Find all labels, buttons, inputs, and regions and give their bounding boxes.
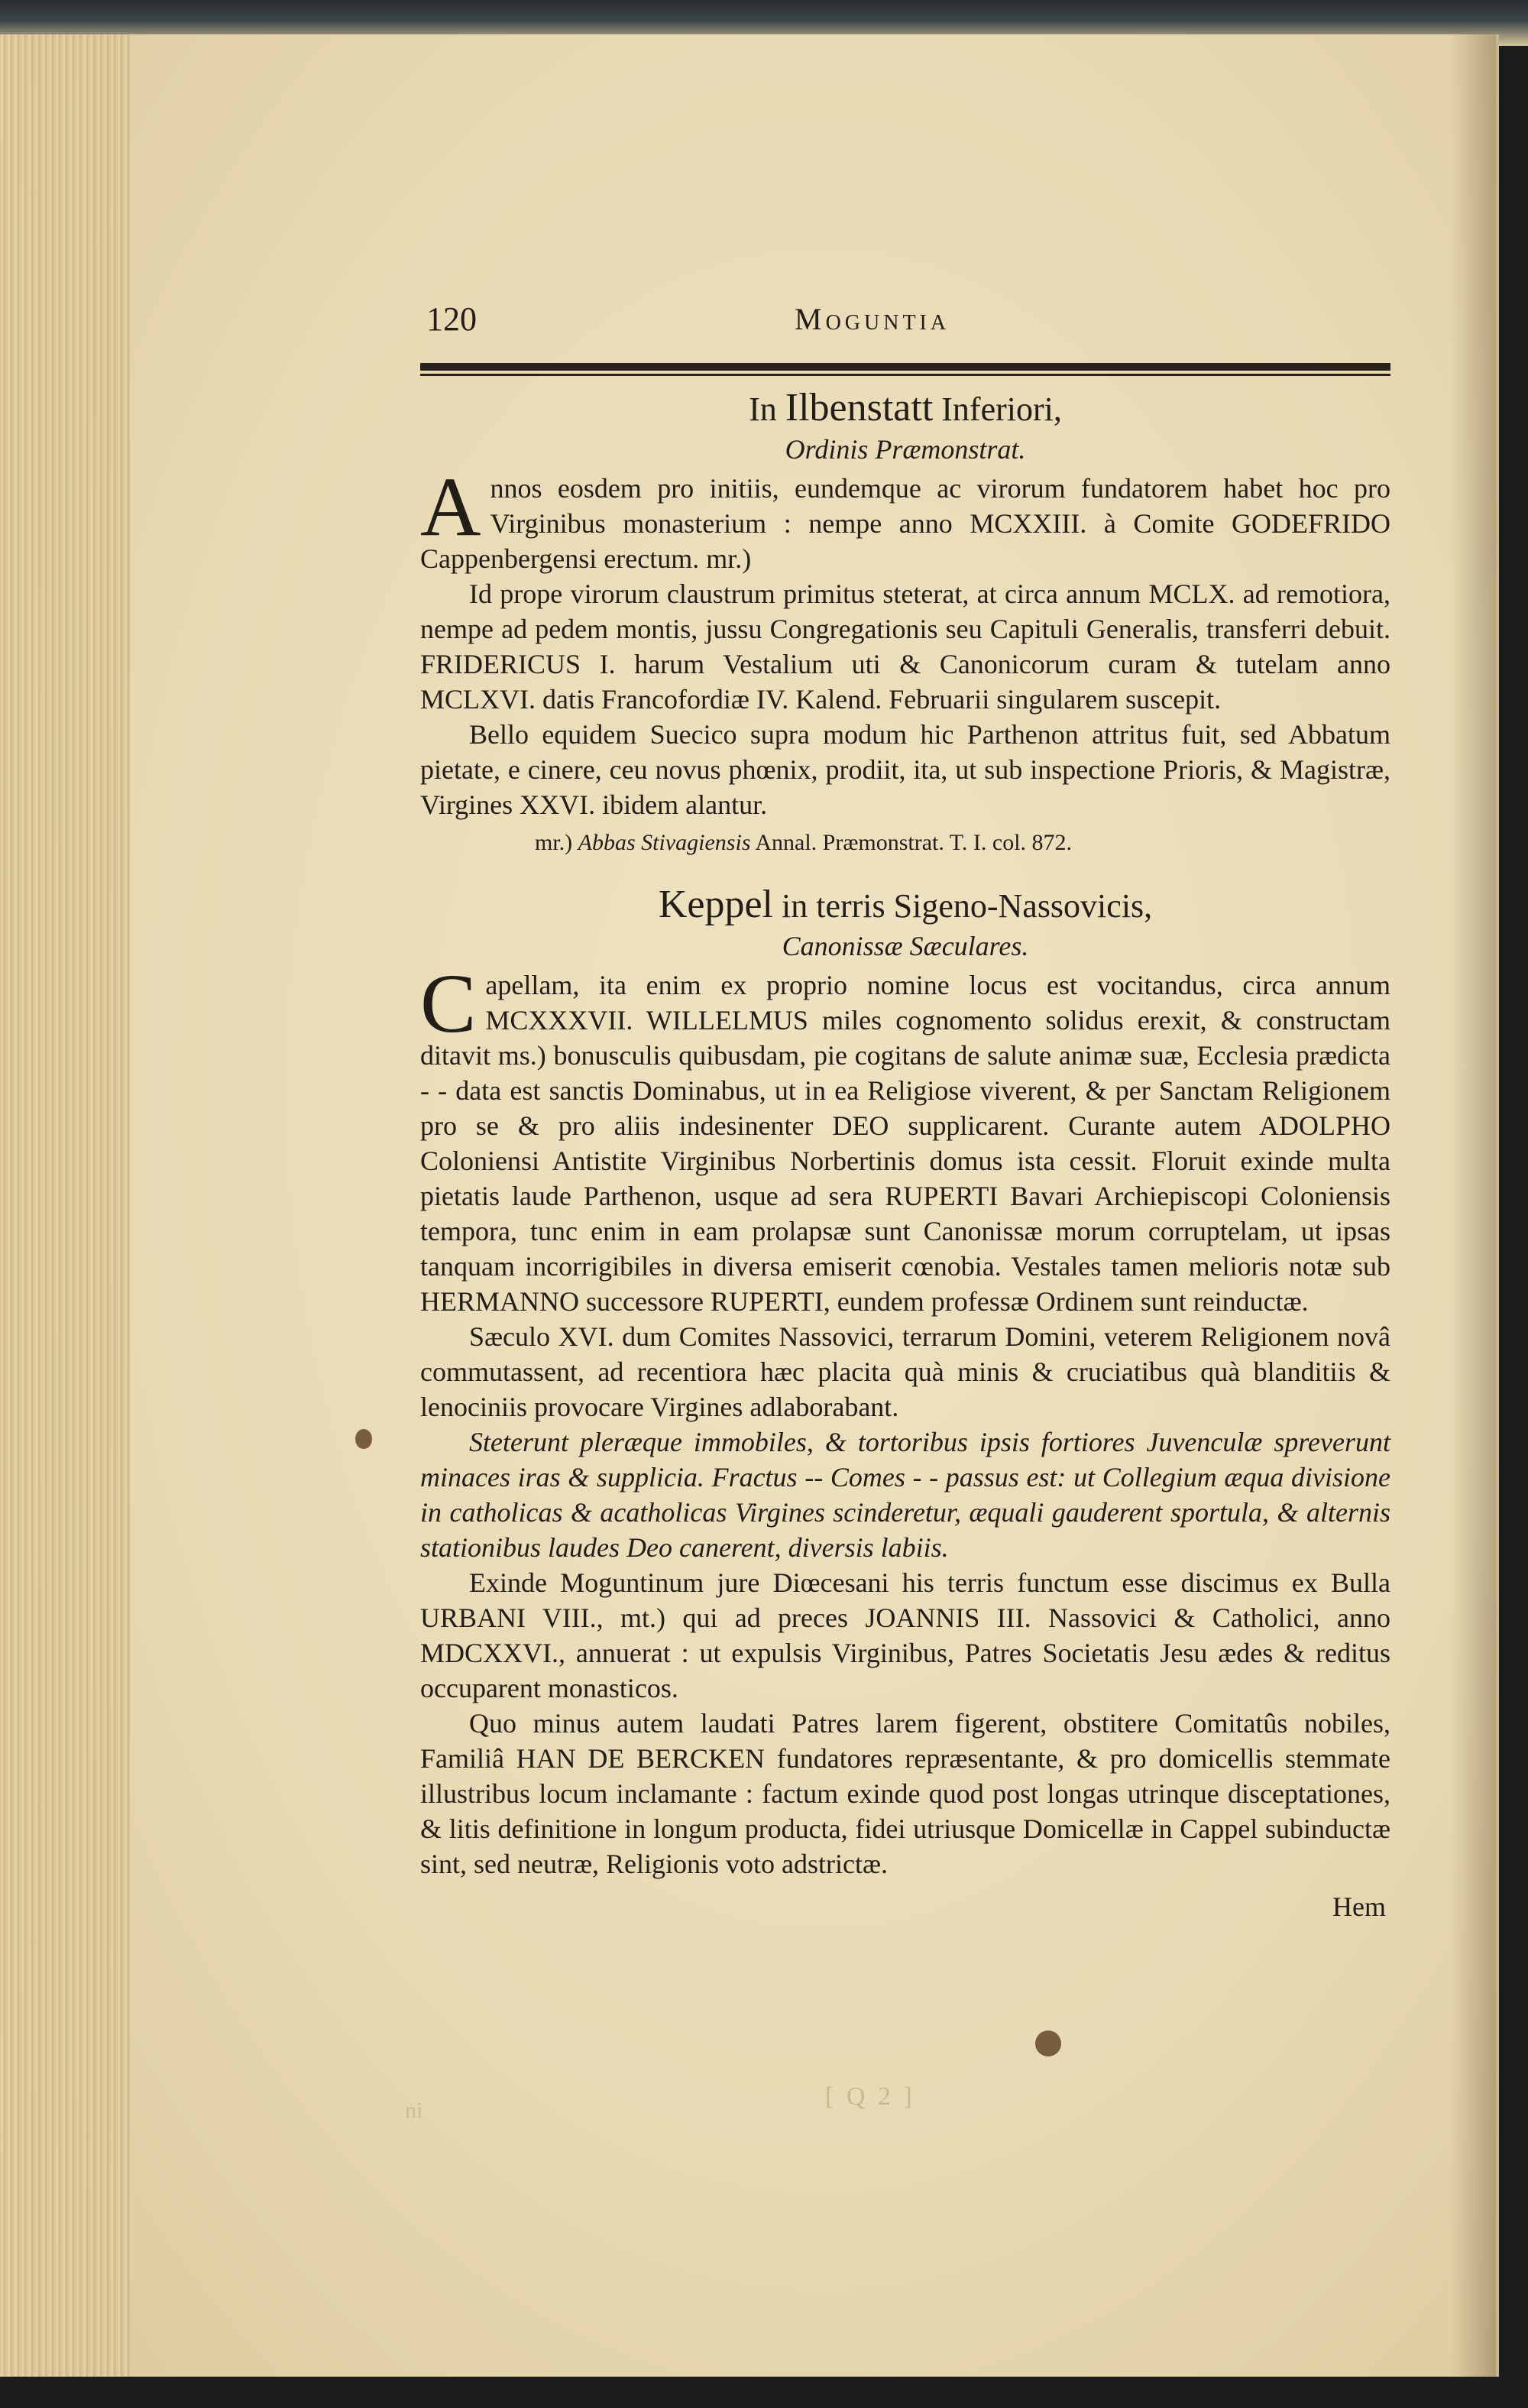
- section-title-main: Ilbenstatt: [785, 386, 934, 429]
- section-subtitle: Ordinis Præmonstrat.: [785, 434, 1026, 465]
- paragraph: Quo minus autem laudati Patres larem figerent, obstitere Comitatûs nobiles, Familiâ HAN DE BERCKEN fundatores repræsentante, & pro domicellis stemmate illustribus locum inclamante : factum exinde quod post longas utrinque disceptationes, & litis definitione in longum producta, fidei utriusque Domicellæ in Cappel subinductæ sint, sed neutræ, Religionis voto adstrictæ.: [420, 1708, 1390, 1879]
- header-rule-thin: [420, 374, 1390, 376]
- running-head: Moguntia: [795, 302, 950, 336]
- section-title-main: Keppel: [658, 883, 773, 926]
- section-title: [420, 883, 1390, 928]
- paragraph: Bello equidem Suecico supra modum hic Parthenon attritus fuit, sed Abbatum pietate, e cinere, ceu novus phœnix, prodiit, ita, ut sub inspectione Prioris, & Magistræ, Virgines XXVI. ibidem alantur.: [420, 719, 1390, 820]
- page-fore-edge: [0, 34, 130, 2377]
- paragraph: Id prope virorum claustrum primitus steterat, at circa annum MCLX. ad remotiora, nempe ad pedem montis, jussu Congregationis seu Capituli Generalis, transferri debuit. FRIDERICUS I. harum Vestalium uti & Canonicorum curam & tutelam anno MCLXVI. datis Francofordiæ IV. Kalend. Februarii singularem suscepit.: [420, 579, 1390, 715]
- section-title: [420, 387, 1390, 431]
- footnote-mark: mr.): [535, 830, 573, 855]
- footnote-text: Annal. Præmonstrat. T. I. col. 872.: [755, 830, 1073, 855]
- book-page: [0, 34, 1499, 2377]
- page-header: [420, 302, 1390, 348]
- section-title-suffix: in terris Sigeno-Nassovicis,: [782, 887, 1153, 925]
- paragraph-text: apellam, ita enim ex proprio nomine locus est vocitandus, circa annum MCXXXVII. WILLELMUS miles cognomento solidus erexit, & constructam ditavit ms.) bonusculis quibusdam, pie cogitans de salute animæ suæ, Ecclesia prædicta - - data est sanctis Dominabus, ut in ea Religiose viverent, & per Sanctam Religionem pro se & pro aliis indesinenter DEO supplicarent. Curante autem ADOLPHO Coloniensi Antistite Virginibus Norbertinis domus ista cessit. Floruit exinde multa pietatis laude Parthenon, usque ad sera RUPERTI Bavari Archiepiscopi Coloniensis tempora, tunc enim in eam prolapsæ sunt Canonissæ morum corruptelam, ut ipsas tanquam incorrigibiles in diversa emiserit cœnobia. Vestales tamen melioris notæ sub HERMANNO successore RUPERTI, eundem professæ Ordinem sunt reinductæ.: [420, 970, 1390, 1317]
- ink-stain: [1035, 2030, 1061, 2056]
- footnote-author: Abbas Stivagiensis: [578, 830, 751, 855]
- page-gutter-shadow: [1450, 34, 1496, 2377]
- section-title-suffix: Inferiori,: [941, 391, 1062, 428]
- header-rule-thick: [420, 363, 1390, 371]
- ink-stain: [355, 1429, 372, 1449]
- section-title-prefix: In: [749, 391, 777, 428]
- catchword: Hem: [1332, 1891, 1386, 1922]
- page-number: 120: [426, 300, 477, 338]
- paragraph-text: nnos eosdem pro initiis, eundemque ac virorum fundatorem habet hoc pro Virginibus monasterium : nempe anno MCXXIII. à Comite GODEFRIDO Cappenbergensi erectum. mr.): [420, 473, 1390, 574]
- footnote: [535, 825, 1390, 860]
- quotation: Steterunt pleræque immobiles, & tortoribus ipsis fortiores Juvenculæ spreverunt minaces iras & supplicia. Fractus -- Comes - - passus est: ut Collegium æqua divisione in catholicas & acatholicas Virgines scinderetur, æquali gauderent sportula, & alternis stationibus laudes Deo canerent, diversis labiis.: [420, 1427, 1390, 1563]
- signature-mark: [ Q 2 ]: [825, 2082, 915, 2111]
- section-subtitle: Canonissæ Sæculares.: [782, 931, 1029, 961]
- paragraph: Sæculo XVI. dum Comites Nassovici, terrarum Domini, veterem Religionem novâ commutassent, ad recentiora hæc placita quà minis & cruciatibus quà blanditiis & lenociniis provocare Virgines adlaborabant.: [420, 1321, 1390, 1422]
- drop-cap: C: [420, 957, 477, 1050]
- paragraph: Exinde Moguntinum jure Diœcesani his terris functum esse discimus ex Bulla URBANI VIII., mt.) qui ad preces JOANNIS III. Nassovici & Catholici, anno MDCXXVI., annuerat : ut expulsis Virginibus, Patres Societatis Jesu ædes & reditus occuparent monasticos.: [420, 1567, 1390, 1703]
- paragraph: [420, 460, 1390, 576]
- faint-margin-mark: ni: [405, 2098, 423, 2123]
- text-block: [420, 302, 1390, 1924]
- paragraph: [420, 957, 1390, 1319]
- drop-cap: A: [420, 460, 481, 553]
